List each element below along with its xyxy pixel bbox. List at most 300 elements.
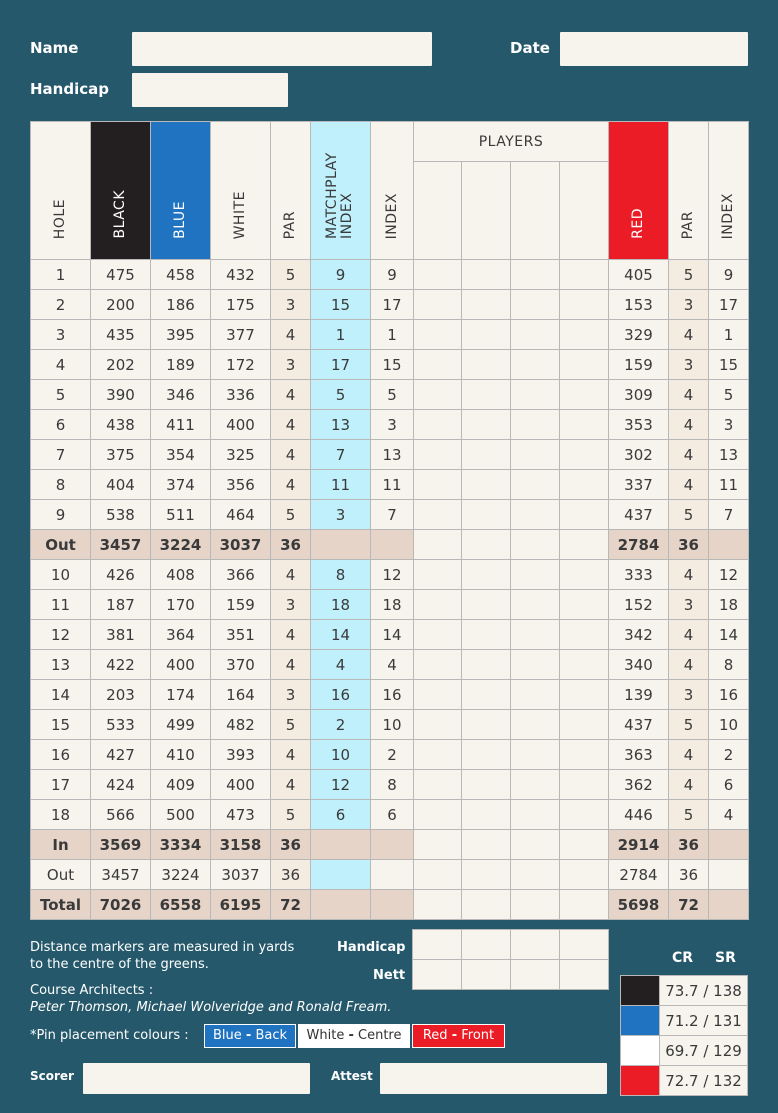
pin-blue-back: Blue - Back [204, 1024, 296, 1048]
matchplay-index: 14 [311, 620, 371, 650]
out2-white: 3037 [211, 860, 271, 890]
black-yardage: 381 [91, 620, 151, 650]
stroke-index: 18 [371, 590, 414, 620]
stroke-index: 12 [371, 560, 414, 590]
out-row [31, 530, 749, 560]
player-3-score[interactable] [511, 350, 560, 380]
player-3-score[interactable] [511, 260, 560, 290]
matchplay-index: 12 [311, 770, 371, 800]
matchplay-index: 5 [311, 380, 371, 410]
date-input[interactable] [560, 32, 748, 66]
hole-number: 12 [31, 620, 91, 650]
hole-number: 3 [31, 320, 91, 350]
red-stroke-index: 4 [709, 800, 749, 830]
hole-number: 9 [31, 500, 91, 530]
player-2-score[interactable] [462, 320, 511, 350]
stroke-index: 4 [371, 650, 414, 680]
red-stroke-index: 13 [709, 440, 749, 470]
hole-number: 1 [31, 260, 91, 290]
player-1-score[interactable] [414, 650, 462, 680]
red-yardage: 159 [609, 350, 669, 380]
player-1-score[interactable] [414, 320, 462, 350]
player-2-score[interactable] [462, 710, 511, 740]
red-yardage: 437 [609, 500, 669, 530]
blue-yardage: 411 [151, 410, 211, 440]
player-3-out[interactable] [511, 530, 560, 560]
player-1-score[interactable] [414, 440, 462, 470]
red-stroke-index: 6 [709, 770, 749, 800]
player-2-score[interactable] [462, 560, 511, 590]
red-stroke-index: 5 [709, 380, 749, 410]
footer-nett-label: Nett [373, 968, 406, 983]
player-4-score[interactable] [560, 620, 609, 650]
white-yardage: 473 [211, 800, 271, 830]
player-2-score[interactable] [462, 770, 511, 800]
blue-yardage: 189 [151, 350, 211, 380]
player-3-score[interactable] [511, 590, 560, 620]
player-4-total[interactable] [560, 890, 609, 920]
hole-number: 13 [31, 650, 91, 680]
player-1-score[interactable] [414, 710, 462, 740]
hole-number: 7 [31, 440, 91, 470]
player-2-score[interactable] [462, 260, 511, 290]
par-value: 5 [271, 800, 311, 830]
player-4-nett[interactable] [560, 960, 609, 990]
stroke-index: 8 [371, 770, 414, 800]
black-yardage: 438 [91, 410, 151, 440]
black-tee-swatch [621, 976, 660, 1006]
player-3-in[interactable] [511, 830, 560, 860]
red-stroke-index: 3 [709, 410, 749, 440]
total-index [371, 890, 414, 920]
player-4-score[interactable] [560, 260, 609, 290]
par-value: 4 [271, 410, 311, 440]
player-3-score[interactable] [511, 440, 560, 470]
architects-names: Peter Thomson, Michael Wolveridge and Ronald Fream. [30, 1000, 392, 1015]
player-4-out2[interactable] [560, 860, 609, 890]
player-4-score[interactable] [560, 350, 609, 380]
black-yardage: 426 [91, 560, 151, 590]
player-1-score[interactable] [414, 620, 462, 650]
white-yardage: 175 [211, 290, 271, 320]
black-yardage: 533 [91, 710, 151, 740]
blue-yardage: 408 [151, 560, 211, 590]
red-stroke-index: 9 [709, 260, 749, 290]
player-2-out2[interactable] [462, 860, 511, 890]
red-yardage: 309 [609, 380, 669, 410]
par-value: 4 [271, 380, 311, 410]
stroke-index: 15 [371, 350, 414, 380]
red-yardage: 329 [609, 320, 669, 350]
hole-number: 6 [31, 410, 91, 440]
black-yardage: 435 [91, 320, 151, 350]
hole-number: 8 [31, 470, 91, 500]
black-yardage: 202 [91, 350, 151, 380]
red-yardage: 362 [609, 770, 669, 800]
player-2-total[interactable] [462, 890, 511, 920]
player-2-score[interactable] [462, 650, 511, 680]
hole-row [31, 290, 749, 320]
black-yardage: 203 [91, 680, 151, 710]
out-red-par: 36 [669, 530, 709, 560]
player-4-score[interactable] [560, 650, 609, 680]
red-yardage: 333 [609, 560, 669, 590]
hole-number: 14 [31, 680, 91, 710]
player-2-score[interactable] [462, 290, 511, 320]
player-4-score[interactable] [560, 440, 609, 470]
out2-index [371, 860, 414, 890]
player-2-score[interactable] [462, 410, 511, 440]
total-label: Total [31, 890, 91, 920]
hole-row [31, 380, 749, 410]
hole-row [31, 680, 749, 710]
date-label: Date [510, 39, 550, 57]
red-yardage: 139 [609, 680, 669, 710]
white-yardage: 366 [211, 560, 271, 590]
blue-yardage: 170 [151, 590, 211, 620]
hole-row [31, 350, 749, 380]
blue-yardage: 346 [151, 380, 211, 410]
player-4-in[interactable] [560, 830, 609, 860]
index-header: INDEX [371, 122, 414, 260]
par-value: 5 [271, 500, 311, 530]
red-par-value: 5 [669, 800, 709, 830]
player-1-score[interactable] [414, 350, 462, 380]
red-par-value: 3 [669, 680, 709, 710]
pin-red-front: Red - Front [412, 1024, 505, 1048]
hole-number: 17 [31, 770, 91, 800]
player-1-nett[interactable] [413, 960, 462, 990]
hole-row [31, 500, 749, 530]
matchplay-index: 8 [311, 560, 371, 590]
white-yardage: 336 [211, 380, 271, 410]
in-row [31, 830, 749, 860]
hole-row [31, 260, 749, 290]
hole-row [31, 710, 749, 740]
sr-label: SR [715, 950, 736, 966]
blue-yardage: 400 [151, 650, 211, 680]
red-par-value: 5 [669, 260, 709, 290]
out-red-index [709, 530, 749, 560]
par-value: 4 [271, 740, 311, 770]
matchplay-index: 2 [311, 710, 371, 740]
player-2-score[interactable] [462, 800, 511, 830]
player-1-score[interactable] [414, 770, 462, 800]
out-white: 3037 [211, 530, 271, 560]
out-black: 3457 [91, 530, 151, 560]
player-1-score[interactable] [414, 680, 462, 710]
stroke-index: 2 [371, 740, 414, 770]
player-1-score[interactable] [414, 560, 462, 590]
pin-placement-label: *Pin placement colours : [30, 1028, 189, 1043]
par-value: 4 [271, 620, 311, 650]
white-yardage: 325 [211, 440, 271, 470]
player-2-out[interactable] [462, 530, 511, 560]
player-4-handicap[interactable] [560, 930, 609, 960]
player-1-score[interactable] [414, 500, 462, 530]
player-4-name-cell[interactable] [560, 162, 609, 260]
stroke-index: 1 [371, 320, 414, 350]
blue-yardage: 458 [151, 260, 211, 290]
matchplay-index-header: MATCHPLAY INDEX [311, 122, 371, 260]
red-par-value: 3 [669, 590, 709, 620]
par-value: 4 [271, 470, 311, 500]
stroke-index: 3 [371, 410, 414, 440]
red-par-value: 4 [669, 380, 709, 410]
red-yardage: 405 [609, 260, 669, 290]
stroke-index: 13 [371, 440, 414, 470]
red-yardage: 437 [609, 710, 669, 740]
white-yardage: 400 [211, 770, 271, 800]
player-1-score[interactable] [414, 290, 462, 320]
player-4-score[interactable] [560, 500, 609, 530]
player-1-handicap[interactable] [413, 930, 462, 960]
rating-row-red [621, 1066, 748, 1096]
player-1-score[interactable] [414, 590, 462, 620]
red-stroke-index: 17 [709, 290, 749, 320]
red-stroke-index: 1 [709, 320, 749, 350]
blue-yardage: 511 [151, 500, 211, 530]
player-1-out2[interactable] [414, 860, 462, 890]
white-yardage: 370 [211, 650, 271, 680]
red-yardage: 342 [609, 620, 669, 650]
red-stroke-index: 14 [709, 620, 749, 650]
blue-yardage: 186 [151, 290, 211, 320]
white-yardage: 164 [211, 680, 271, 710]
out-matchplay [311, 530, 371, 560]
out2-matchplay [311, 860, 371, 890]
blue-yardage: 500 [151, 800, 211, 830]
stroke-index: 17 [371, 290, 414, 320]
player-3-score[interactable] [511, 410, 560, 440]
hole-row [31, 770, 749, 800]
red-par-value: 4 [669, 320, 709, 350]
red-stroke-index: 10 [709, 710, 749, 740]
player-3-score[interactable] [511, 650, 560, 680]
player-4-score[interactable] [560, 290, 609, 320]
player-4-score[interactable] [560, 590, 609, 620]
red-yardage: 302 [609, 440, 669, 470]
player-3-score[interactable] [511, 800, 560, 830]
out-repeat-row [31, 860, 749, 890]
player-2-score[interactable] [462, 500, 511, 530]
matchplay-index: 18 [311, 590, 371, 620]
player-4-out[interactable] [560, 530, 609, 560]
blue-yardage: 395 [151, 320, 211, 350]
out2-blue: 3224 [151, 860, 211, 890]
player-4-score[interactable] [560, 470, 609, 500]
total-red-index [709, 890, 749, 920]
hole-number: 5 [31, 380, 91, 410]
player-3-nett[interactable] [511, 960, 560, 990]
player-3-score[interactable] [511, 290, 560, 320]
par-value: 3 [271, 680, 311, 710]
hole-number: 15 [31, 710, 91, 740]
white-yardage: 356 [211, 470, 271, 500]
matchplay-index: 10 [311, 740, 371, 770]
par-value: 4 [271, 770, 311, 800]
player-1-total[interactable] [414, 890, 462, 920]
white-tee-rating: 69.7 / 129 [660, 1036, 748, 1066]
player-3-name-cell[interactable] [511, 162, 560, 260]
hole-row [31, 320, 749, 350]
hole-row [31, 560, 749, 590]
player-2-score[interactable] [462, 680, 511, 710]
player-4-score[interactable] [560, 770, 609, 800]
hole-header: HOLE [31, 122, 91, 260]
out-label: Out [31, 530, 91, 560]
player-2-score[interactable] [462, 620, 511, 650]
red-par-value: 3 [669, 290, 709, 320]
player-3-score[interactable] [511, 320, 560, 350]
player-2-score[interactable] [462, 470, 511, 500]
players-header: PLAYERS [414, 122, 609, 162]
red-yardage: 337 [609, 470, 669, 500]
red-par-value: 4 [669, 440, 709, 470]
player-3-score[interactable] [511, 500, 560, 530]
player-1-score[interactable] [414, 260, 462, 290]
player-2-score[interactable] [462, 380, 511, 410]
player-3-score[interactable] [511, 680, 560, 710]
out-red: 2784 [609, 530, 669, 560]
player-2-handicap[interactable] [462, 930, 511, 960]
matchplay-index: 9 [311, 260, 371, 290]
attest-input[interactable] [380, 1063, 607, 1094]
total-red: 5698 [609, 890, 669, 920]
par-value: 5 [271, 710, 311, 740]
par-value: 4 [271, 320, 311, 350]
in-index [371, 830, 414, 860]
par-value: 3 [271, 590, 311, 620]
black-tee-header: BLACK [91, 122, 151, 260]
blue-tee-header: BLUE [151, 122, 211, 260]
distance-note-line-1: Distance markers are measured in yards [30, 940, 295, 955]
player-3-out2[interactable] [511, 860, 560, 890]
player-2-score[interactable] [462, 440, 511, 470]
par-value: 3 [271, 290, 311, 320]
player-4-score[interactable] [560, 680, 609, 710]
pin-white-centre: White - Centre [298, 1024, 410, 1048]
hole-number: 4 [31, 350, 91, 380]
player-1-out[interactable] [414, 530, 462, 560]
matchplay-index: 1 [311, 320, 371, 350]
player-3-score[interactable] [511, 770, 560, 800]
player-3-handicap[interactable] [511, 930, 560, 960]
red-yardage: 153 [609, 290, 669, 320]
black-yardage: 375 [91, 440, 151, 470]
player-3-score[interactable] [511, 560, 560, 590]
in-label: In [31, 830, 91, 860]
out-blue: 3224 [151, 530, 211, 560]
hole-row [31, 800, 749, 830]
player-3-score[interactable] [511, 470, 560, 500]
white-yardage: 377 [211, 320, 271, 350]
white-yardage: 482 [211, 710, 271, 740]
player-4-score[interactable] [560, 740, 609, 770]
matchplay-index: 4 [311, 650, 371, 680]
player-2-score[interactable] [462, 590, 511, 620]
black-tee-rating: 73.7 / 138 [660, 976, 748, 1006]
red-index-header: INDEX [709, 122, 749, 260]
red-par-value: 4 [669, 620, 709, 650]
red-stroke-index: 8 [709, 650, 749, 680]
hole-row [31, 410, 749, 440]
stroke-index: 7 [371, 500, 414, 530]
player-4-score[interactable] [560, 560, 609, 590]
matchplay-index: 6 [311, 800, 371, 830]
player-2-in[interactable] [462, 830, 511, 860]
matchplay-index: 16 [311, 680, 371, 710]
out-index [371, 530, 414, 560]
player-1-score[interactable] [414, 410, 462, 440]
footer-handicap-label: Handicap [337, 940, 406, 955]
red-par-value: 3 [669, 350, 709, 380]
hole-number: 18 [31, 800, 91, 830]
total-white: 6195 [211, 890, 271, 920]
black-yardage: 424 [91, 770, 151, 800]
black-yardage: 200 [91, 290, 151, 320]
red-tee-header: RED [609, 122, 669, 260]
red-yardage: 446 [609, 800, 669, 830]
name-input[interactable] [132, 32, 432, 66]
red-stroke-index: 18 [709, 590, 749, 620]
scorer-input[interactable] [83, 1063, 310, 1094]
player-1-score[interactable] [414, 380, 462, 410]
black-yardage: 404 [91, 470, 151, 500]
red-stroke-index: 7 [709, 500, 749, 530]
hole-row [31, 590, 749, 620]
name-label: Name [30, 39, 79, 57]
handicap-input[interactable] [132, 73, 288, 107]
player-2-nett[interactable] [462, 960, 511, 990]
player-3-total[interactable] [511, 890, 560, 920]
hole-number: 2 [31, 290, 91, 320]
total-red-par: 72 [669, 890, 709, 920]
player-3-score[interactable] [511, 710, 560, 740]
player-1-in[interactable] [414, 830, 462, 860]
player-4-score[interactable] [560, 380, 609, 410]
white-yardage: 393 [211, 740, 271, 770]
player-1-name-cell[interactable] [414, 162, 462, 260]
player-1-score[interactable] [414, 800, 462, 830]
red-par-value: 5 [669, 500, 709, 530]
black-yardage: 538 [91, 500, 151, 530]
player-2-score[interactable] [462, 350, 511, 380]
stroke-index: 6 [371, 800, 414, 830]
player-4-score[interactable] [560, 410, 609, 440]
player-3-score[interactable] [511, 620, 560, 650]
player-2-name-cell[interactable] [462, 162, 511, 260]
white-yardage: 400 [211, 410, 271, 440]
player-2-score[interactable] [462, 740, 511, 770]
player-3-score[interactable] [511, 740, 560, 770]
white-yardage: 351 [211, 620, 271, 650]
hole-row [31, 620, 749, 650]
player-1-score[interactable] [414, 740, 462, 770]
rating-row-white [621, 1036, 748, 1066]
player-4-score[interactable] [560, 710, 609, 740]
stroke-index: 11 [371, 470, 414, 500]
blue-tee-rating: 71.2 / 131 [660, 1006, 748, 1036]
white-tee-header: WHITE [211, 122, 271, 260]
player-4-score[interactable] [560, 320, 609, 350]
black-yardage: 475 [91, 260, 151, 290]
player-4-score[interactable] [560, 800, 609, 830]
player-1-score[interactable] [414, 470, 462, 500]
player-3-score[interactable] [511, 380, 560, 410]
par-value: 4 [271, 560, 311, 590]
black-yardage: 566 [91, 800, 151, 830]
